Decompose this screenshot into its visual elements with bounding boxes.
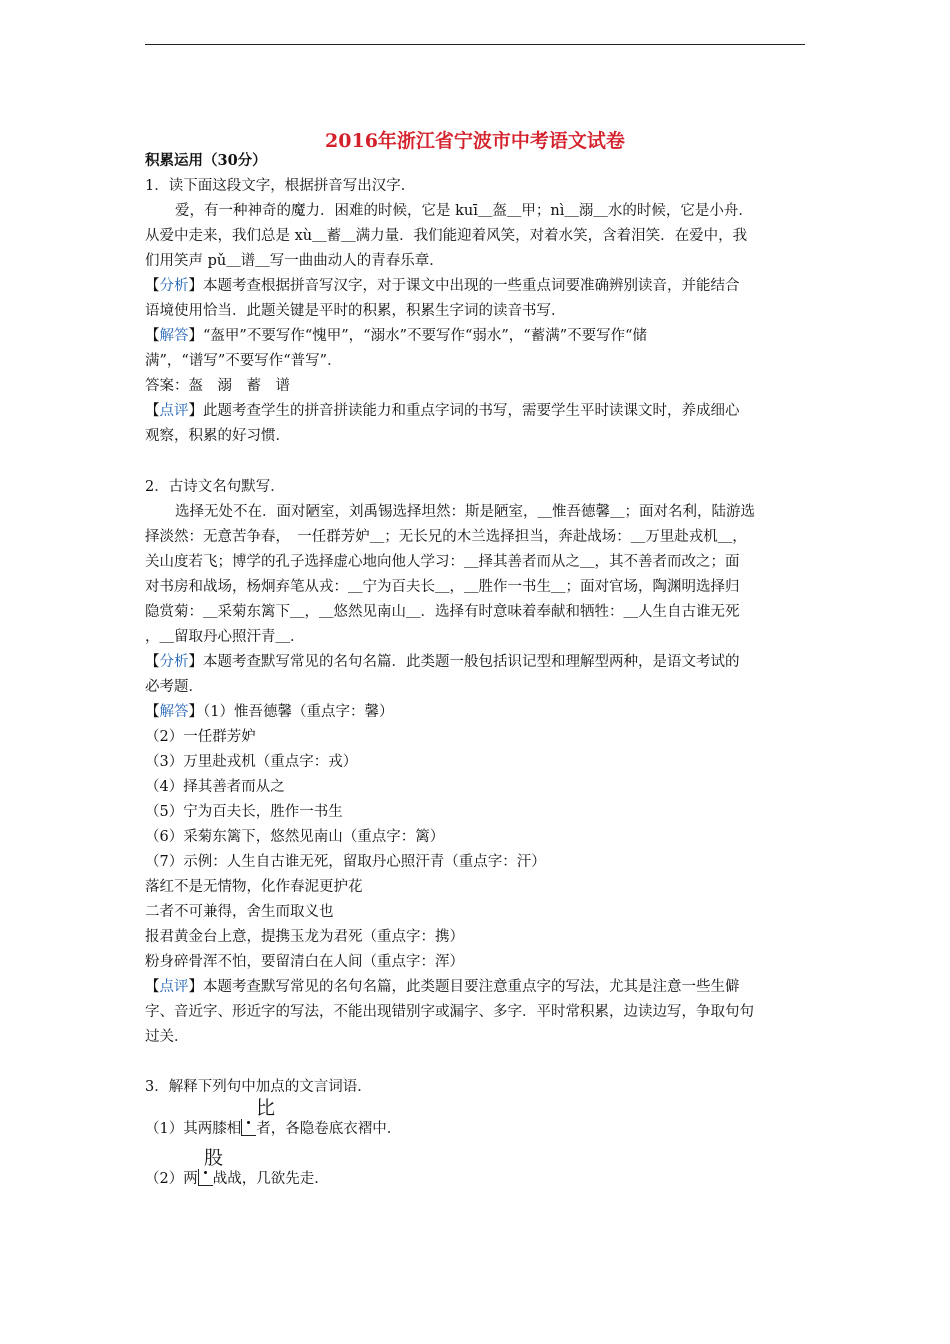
q1-solution-line-2: 满”，“谱写”不要写作“普写”． [145, 353, 342, 369]
q1-stem: 1．读下面这段文字，根据拼音写出汉字． [145, 178, 416, 194]
q2-passage-line-1: 选择无处不在．面对陋室，刘禹锡选择坦然：斯是陋室，＿惟吾德馨＿；面对名利，陆游选 [175, 504, 755, 520]
q1-passage-line-3: 们用笑声 pǔ＿谱＿写一曲曲动人的青春乐章． [145, 253, 444, 269]
comment-tag: 【点评】 [145, 403, 203, 419]
q2-answer-9: 二者不可兼得，舍生而取义也 [145, 904, 334, 920]
q1-passage-line-2: 从爱中走来，我们总是 xù＿蓄＿满力量．我们能迎着风笑，对着水笑，含着泪笑．在爱中，我 [145, 228, 748, 244]
q2-comment-line-3: 过关． [145, 1029, 189, 1045]
q2-comment-line-1: 【点评】本题考查默写常见的名句名篇，此类题目要注意重点字的写法，尤其是注意一些生僻 [145, 979, 740, 995]
solution-tag: 【解答】 [145, 704, 203, 720]
q2-answer-11: 粉身碎骨浑不怕，要留清白在人间（重点字：浑） [145, 954, 464, 970]
q2-answer-7: （7）示例：人生自古谁无死，留取丹心照汗青（重点字：汗） [145, 854, 546, 870]
header-rule [145, 44, 805, 45]
q2-solution-line-1: 【解答】（1）惟吾德馨（重点字：馨） [145, 704, 394, 720]
dotted-word-2: 股 [204, 1147, 224, 1169]
emphasis-dot-marker [198, 1169, 213, 1186]
q2-answer-5: （5）宁为百夫长，胜作一书生 [145, 804, 343, 820]
q1-solution-line-1: 【解答】“盔甲”不要写作“愧甲”，“溺水”不要写作“弱水”，“蓄满”不要写作“储 [145, 328, 648, 344]
q1-analysis-line-2: 语境使用恰当．此题关键是平时的积累，积累生字词的读音书写． [145, 303, 566, 319]
analysis-tag: 【分析】 [145, 278, 203, 294]
emphasis-dot-marker [241, 1119, 256, 1136]
q2-answer-6: （6）采菊东篱下，悠然见南山（重点字：篱） [145, 829, 445, 845]
q2-answer-2: （2）一任群芳妒 [145, 729, 256, 745]
q2-comment-line-2: 字、音近字、形近字的写法，不能出现错别字或漏字、多字．平时常积累，边读边写，争取句句 [145, 1004, 754, 1020]
section-heading: 积累运用（30分） [145, 152, 267, 169]
q2-answer-3: （3）万里赴戎机（重点字：戎） [145, 754, 358, 770]
q2-passage-line-4: 对书房和战场，杨炯弃笔从戎：＿宁为百夫长＿，＿胜作一书生＿；面对官场，陶渊明选择归 [145, 579, 740, 595]
page-title: 2016年浙江省宁波市中考语文试卷 [325, 130, 625, 152]
q2-passage-line-3: 关山度若飞；博学的孔子选择虚心地向他人学习：＿择其善者而从之＿，其不善者而改之；面 [145, 554, 740, 570]
q1-comment-line-1: 【点评】此题考查学生的拼音拼读能力和重点字词的书写，需要学生平时读课文时，养成细心 [145, 403, 740, 419]
solution-tag: 【解答】 [145, 328, 203, 344]
analysis-tag: 【分析】 [145, 654, 203, 670]
q1-analysis-line-1: 【分析】本题考查根据拼音写汉字，对于课文中出现的一些重点词要准确辨别读音，并能结合 [145, 278, 740, 294]
q3-stem: 3．解释下列句中加点的文言词语． [145, 1079, 372, 1095]
q3-sentence-2: （2）两 战战，几欲先走． [145, 1171, 329, 1187]
q2-stem: 2．古诗文名句默写． [145, 479, 285, 495]
q2-analysis-line-1: 【分析】本题考查默写常见的名句名篇．此类题一般包括识记型和理解型两种，是语文考试的 [145, 654, 740, 670]
q2-analysis-line-2: 必考题． [145, 679, 203, 695]
q1-passage-line-1: 爱，有一种神奇的魔力．困难的时候，它是 kuī＿盔＿甲；nì＿溺＿水的时候，它是小舟． [175, 203, 753, 219]
q2-answer-10: 报君黄金台上意，提携玉龙为君死（重点字：携） [145, 929, 464, 945]
q1-comment-line-2: 观察，积累的好习惯． [145, 428, 290, 444]
q2-answer-4: （4）择其善者而从之 [145, 779, 285, 795]
q2-passage-line-6: ，＿留取丹心照汗青＿． [145, 629, 305, 645]
q2-passage-line-2: 择淡然：无意苦争春， 一任群芳妒＿；无长兄的木兰选择担当，奔赴战场：＿万里赴戎机＿， [145, 529, 747, 545]
comment-tag: 【点评】 [145, 979, 203, 995]
q1-answer: 答案：盔 溺 蓄 谱 [145, 378, 290, 394]
dotted-word-1: 比 [256, 1097, 276, 1119]
q2-passage-line-5: 隐赏菊：＿采菊东篱下＿，＿悠然见南山＿．选择有时意味着奉献和牺牲：＿人生自古谁无死 [145, 604, 740, 620]
q2-answer-8: 落红不是无情物，化作春泥更护花 [145, 879, 363, 895]
q3-sentence-1: （1）其两膝相 者，各隐卷底衣褶中． [145, 1121, 402, 1137]
